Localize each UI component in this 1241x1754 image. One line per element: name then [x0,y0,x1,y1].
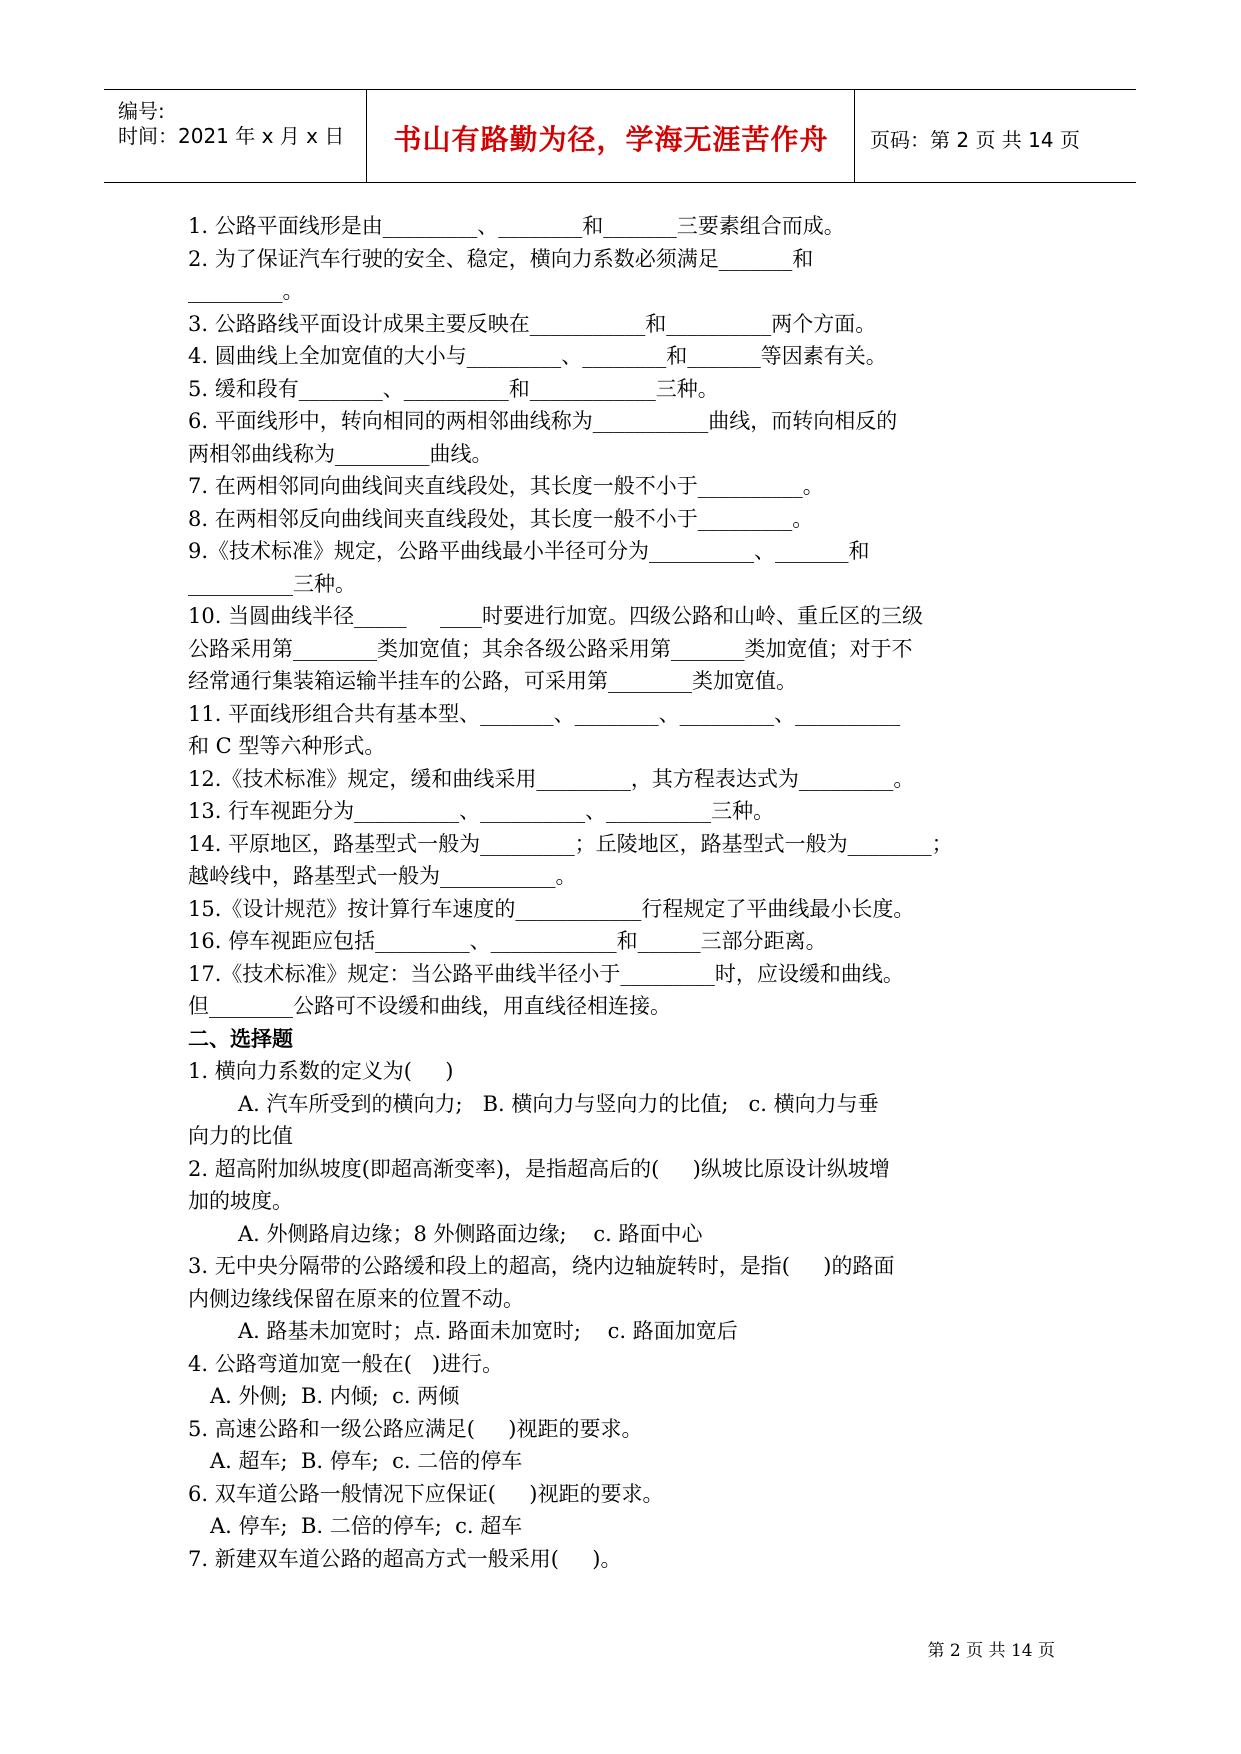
text-line: 内侧边缘线保留在原来的位置不动。 [188,1286,524,1311]
text-line: 7. 在两相邻同向曲线间夹直线段处，其长度一般不小于__________。 [188,474,824,498]
text-line: 2. 为了保证汽车行驶的安全、稳定，横向力系数必须满足_______和 [188,246,814,271]
text-line: A. 汽车所受到的横向力; B. 横向力与竖向力的比值; c. 横向力与垂 [238,1091,879,1116]
text-line: A. 超车; B. 停车; c. 二倍的停车 [210,1449,523,1473]
page-header [104,89,1136,183]
text-line: __________三种。 [188,571,356,596]
text-line: 11. 平面线形组合共有基本型、_______、________、_________、__________ [188,701,901,726]
text-line: 8. 在两相邻反向曲线间夹直线段处，其长度一般不小于_________。 [188,506,814,531]
document-number-label: 编号: [118,99,165,123]
header-page-label: 页码：第 2 页 共 14 页 [870,128,1080,152]
text-line: 15.《设计规范》按计算行车速度的____________行程规定了平曲线最小长度。 [188,896,915,921]
text-line: 和 C 型等六种形式。 [188,734,386,758]
text-line: 2. 超高附加纵坡度(即超高渐变率)，是指超高后的( )纵坡比原设计纵坡增 [188,1156,890,1181]
text-line: 4. 公路弯道加宽一般在( )进行。 [188,1351,504,1376]
text-line: 公路采用第________类加宽值；其余各级公路采用第_______类加宽值；对于不 [188,636,913,661]
text-line: A. 外侧; B. 内倾; c. 两倾 [210,1384,460,1408]
document-time-label: 时间：2021 年 x 月 x 日 [118,124,345,148]
text-line: A. 停车; B. 二倍的停车; c. 超车 [210,1514,523,1538]
text-line: A. 外侧路肩边缘；8 外侧路面边缘; c. 路面中心 [238,1221,703,1246]
text-line: 3. 公路路线平面设计成果主要反映在___________和__________两个方面。 [188,311,877,336]
text-line: 向力的比值 [188,1124,293,1148]
text-line: 9.《技术标准》规定，公路平曲线最小半径可分为__________、_______和 [188,539,870,563]
text-line: 6. 双车道公路一般情况下应保证( )视距的要求。 [188,1481,664,1506]
header-motto: 书山有路勤为径，学海无涯苦作舟 [393,123,829,156]
text-line: 但________公路可不设缓和曲线，用直线径相连接。 [188,994,671,1018]
text-line: 14. 平原地区，路基型式一般为_________；丘陵地区，路基型式一般为________； [188,831,953,856]
text-line: 16. 停车视距应包括_________、____________和______三部分距离。 [188,929,827,953]
text-line: 1. 横向力系数的定义为( ) [188,1059,454,1083]
text-line: A. 路基未加宽时；点. 路面未加宽时; c. 路面加宽后 [238,1319,738,1343]
text-line: 7. 新建双车道公路的超高方式一般采用( )。 [188,1546,622,1571]
text-line: 5. 缓和段有________、__________和____________三种。 [188,376,719,401]
text-line: 4. 圆曲线上全加宽值的大小与_________、________和_______等因素有关。 [188,344,887,368]
text-line: 经常通行集装箱运输半挂车的公路，可采用第________类加宽值。 [188,669,797,693]
text-line: 12.《技术标准》规定，缓和曲线采用_________，其方程表达式为_________。 [188,766,915,791]
text-line: 6. 平面线形中，转向相同的两相邻曲线称为___________曲线，而转向相反的 [188,409,898,433]
text-line: _________。 [188,279,304,303]
text-line: 5. 高速公路和一级公路应满足( )视距的要求。 [188,1416,643,1441]
section-heading: 二、选择题 [188,1026,293,1051]
page-footer: 第 2 页 共 14 页 [927,1641,1055,1661]
header-page-cell [856,90,1136,182]
document-body [188,210,1056,1575]
header-info-cell [104,90,367,182]
text-line: 13. 行车视距分为__________、__________、__________三种。 [188,799,775,823]
text-line: 10. 当圆曲线半径_____ ____时要进行加宽。四级公路和山岭、重丘区的三级 [188,604,923,628]
text-line: 加的坡度。 [188,1189,293,1213]
text-line: 3. 无中央分隔带的公路缓和段上的超高，绕内边轴旋转时，是指( )的路面 [188,1254,895,1278]
text-line: 1. 公路平面线形是由_________、________和_______三要素组合而成。 [188,214,845,238]
text-line: 两相邻曲线称为_________曲线。 [188,441,493,466]
text-line: 17.《技术标准》规定：当公路平曲线半径小于_________时，应设缓和曲线。 [188,961,904,986]
text-line: 越岭线中，路基型式一般为___________。 [188,864,577,888]
header-motto-cell [368,90,855,182]
